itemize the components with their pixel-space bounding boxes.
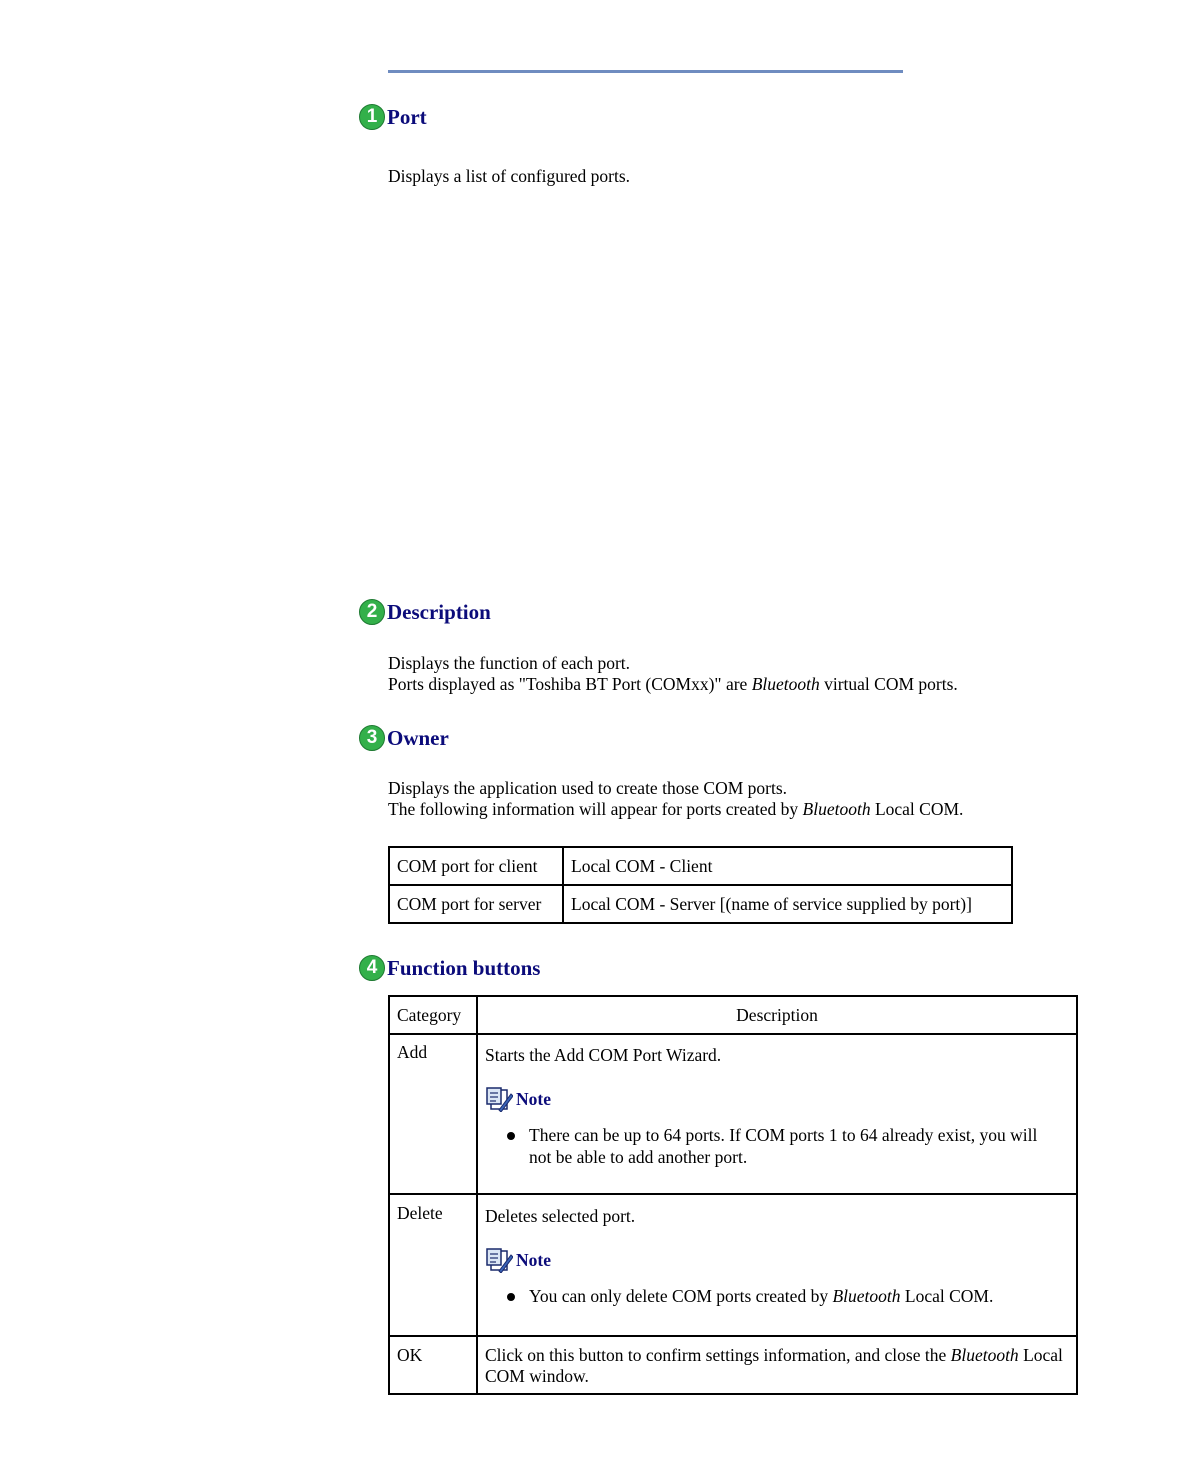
description-delete [477,1194,1077,1336]
header-category: Category [389,996,477,1034]
top-divider [388,70,903,73]
table-row [389,847,1012,885]
delete-text: Deletes selected port. [485,1206,636,1226]
table-cell-label: COM port for server [389,885,563,923]
table-header-row [389,996,1077,1034]
description-line-2: Ports displayed as "Toshiba BT Port (COMxx)" are Bluetooth virtual COM ports. [388,674,958,694]
section-description-heading [359,597,491,627]
owner-text [388,778,1088,820]
note-icon [485,1247,513,1273]
table-row-ok [389,1336,1077,1394]
note-bullet [485,1124,1069,1168]
description-ok: Click on this button to confirm settings information, and close the Bluetooth Local COM window. [477,1336,1077,1394]
category-add: Add [389,1034,477,1194]
number-4-icon: 4 [359,955,385,981]
owner-line-1: Displays the application used to create those COM ports. [388,778,788,798]
section-function-buttons-heading [359,953,540,983]
port-description: Displays a list of configured ports. [388,166,631,186]
category-ok: OK [389,1336,477,1394]
table-cell-label: COM port for client [389,847,563,885]
table-row-add [389,1034,1077,1194]
note-line [485,1247,1069,1273]
description-text [388,653,1088,695]
note-line [485,1086,1069,1112]
section-owner-heading [359,723,449,753]
table-row [389,885,1012,923]
category-delete: Delete [389,1194,477,1336]
owner-table [388,846,1013,924]
section-port-heading [359,102,427,132]
table-row-delete [389,1194,1077,1336]
note-label: Note [516,1249,551,1270]
note-bullet [485,1285,1069,1307]
number-2-icon: 2 [359,599,385,625]
number-1-icon: 1 [359,104,385,130]
section-title: Owner [387,725,449,750]
table-cell-value: Local COM - Client [563,847,1012,885]
bullet-icon [507,1132,515,1140]
owner-line-2: The following information will appear for ports created by Bluetooth Local COM. [388,799,964,819]
number-3-icon: 3 [359,725,385,751]
section-title: Port [387,104,427,129]
bullet-text: You can only delete COM ports created by Bluetooth Local COM. [529,1286,994,1306]
note-label: Note [516,1088,551,1109]
add-text: Starts the Add COM Port Wizard. [485,1045,722,1065]
section-title: Description [387,599,491,624]
description-add [477,1034,1077,1194]
function-buttons-table [388,995,1078,1395]
header-description: Description [477,996,1077,1034]
bullet-text: There can be up to 64 ports. If COM ports 1 to 64 already exist, you will not be able to add another port. [529,1125,1038,1167]
note-icon [485,1086,513,1112]
description-line-1: Displays the function of each port. [388,653,631,673]
table-cell-value: Local COM - Server [(name of service supplied by port)] [563,885,1012,923]
bullet-icon [507,1293,515,1301]
section-title: Function buttons [387,955,541,980]
